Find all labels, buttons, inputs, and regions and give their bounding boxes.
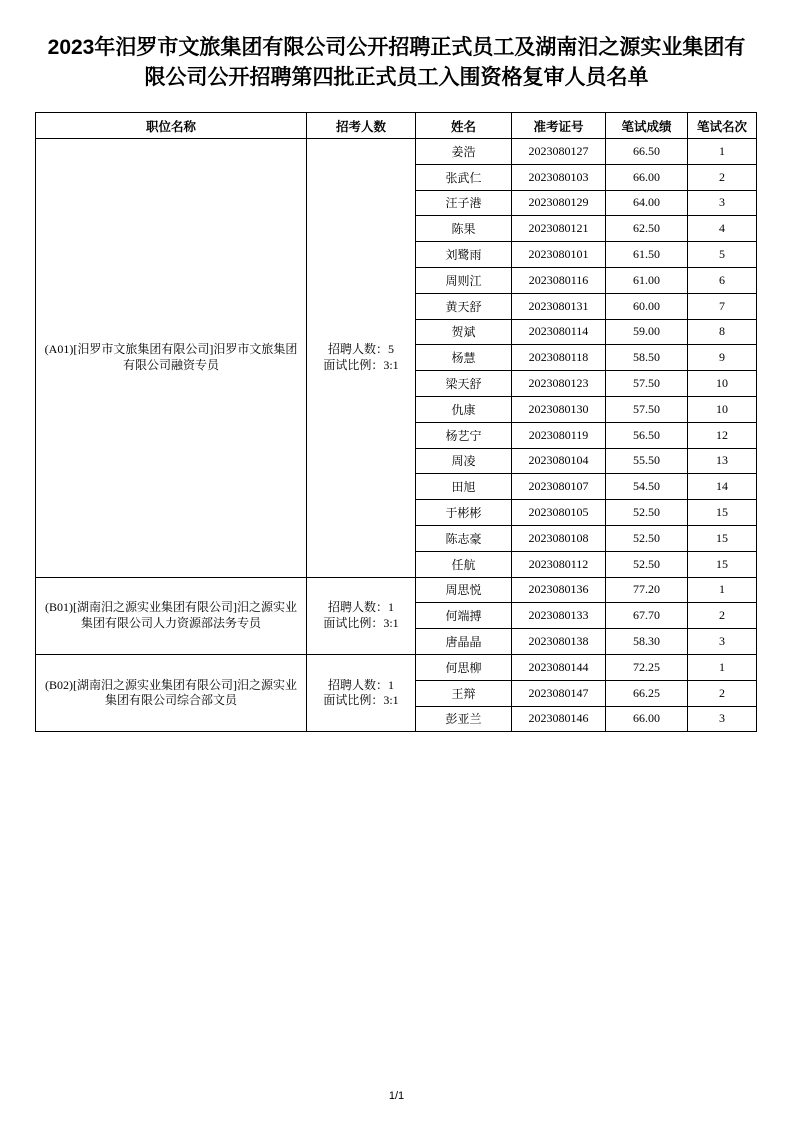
written-rank: 8 [688, 320, 757, 346]
position-group-b02 [36, 655, 757, 732]
table-row [416, 294, 757, 320]
written-score: 77.20 [606, 578, 688, 604]
position-name-line: 集团有限公司综合部文员 [104, 693, 237, 708]
exam-id: 2023080144 [512, 655, 606, 681]
written-score: 59.00 [606, 320, 688, 346]
exam-id: 2023080112 [512, 552, 606, 578]
table-row [416, 139, 757, 165]
written-rank: 3 [688, 707, 757, 733]
table-row [416, 552, 757, 578]
written-score: 52.50 [606, 526, 688, 552]
table-row [416, 707, 757, 733]
position-name-line: (B02)[湖南汨之源实业集团有限公司]汨之源实业 [45, 677, 297, 692]
written-score: 61.00 [606, 268, 688, 294]
quota-cell [307, 655, 416, 732]
exam-id: 2023080104 [512, 449, 606, 475]
header-exam-id: 准考证号 [512, 113, 606, 139]
position-name-line: (A01)[汨罗市文旅集团有限公司]汨罗市文旅集团 [44, 342, 298, 357]
candidate-name: 何端搏 [416, 603, 512, 629]
written-rank: 4 [688, 216, 757, 242]
written-score: 57.50 [606, 371, 688, 397]
exam-id: 2023080105 [512, 500, 606, 526]
header-score: 笔试成绩 [606, 113, 688, 139]
header-name: 姓名 [416, 113, 512, 139]
title-line-2: 限公司公开招聘第四批正式员工入围资格复审人员名单 [144, 66, 649, 89]
position-name-cell [36, 578, 307, 655]
exam-id: 2023080108 [512, 526, 606, 552]
table-row [416, 268, 757, 294]
candidate-rows [416, 139, 757, 578]
written-score: 67.70 [606, 603, 688, 629]
header-rank: 笔试名次 [688, 113, 757, 139]
written-rank: 15 [688, 552, 757, 578]
written-rank: 2 [688, 165, 757, 191]
candidate-name: 陈志豪 [416, 526, 512, 552]
quota-count: 招聘人数：5 [327, 342, 394, 357]
candidate-table [35, 112, 757, 732]
written-score: 55.50 [606, 449, 688, 475]
position-group-a01 [36, 139, 757, 578]
table-row [416, 345, 757, 371]
table-row [416, 474, 757, 500]
candidate-name: 周凌 [416, 449, 512, 475]
candidate-name: 汪子港 [416, 191, 512, 217]
quota-count: 招聘人数：1 [327, 677, 394, 692]
candidate-name: 仇康 [416, 397, 512, 423]
written-score: 66.00 [606, 707, 688, 733]
table-row [416, 371, 757, 397]
exam-id: 2023080101 [512, 242, 606, 268]
candidate-rows [416, 655, 757, 732]
table-row [416, 423, 757, 449]
candidate-name: 唐晶晶 [416, 629, 512, 655]
written-rank: 2 [688, 603, 757, 629]
candidate-name: 姜浩 [416, 139, 512, 165]
candidate-name: 张武仁 [416, 165, 512, 191]
exam-id: 2023080118 [512, 345, 606, 371]
written-rank: 7 [688, 294, 757, 320]
exam-id: 2023080129 [512, 191, 606, 217]
interview-ratio: 面试比例：3:1 [323, 693, 399, 708]
candidate-name: 王辩 [416, 681, 512, 707]
written-rank: 15 [688, 526, 757, 552]
exam-id: 2023080130 [512, 397, 606, 423]
written-rank: 12 [688, 423, 757, 449]
exam-id: 2023080121 [512, 216, 606, 242]
interview-ratio: 面试比例：3:1 [323, 615, 399, 630]
table-row [416, 191, 757, 217]
table-row [416, 397, 757, 423]
written-score: 58.50 [606, 345, 688, 371]
exam-id: 2023080103 [512, 165, 606, 191]
quota-cell [307, 578, 416, 655]
position-name-line: 集团有限公司人力资源部法务专员 [80, 615, 261, 630]
written-rank: 2 [688, 681, 757, 707]
written-score: 56.50 [606, 423, 688, 449]
candidate-name: 梁天舒 [416, 371, 512, 397]
table-row [416, 500, 757, 526]
written-score: 58.30 [606, 629, 688, 655]
table-row [416, 165, 757, 191]
table-row [416, 603, 757, 629]
table-row [416, 216, 757, 242]
candidate-name: 黄天舒 [416, 294, 512, 320]
table-row [416, 449, 757, 475]
candidate-rows [416, 578, 757, 655]
header-position: 职位名称 [36, 113, 307, 139]
written-rank: 1 [688, 139, 757, 165]
page-number: 1/1 [388, 1090, 405, 1102]
candidate-name: 何思柳 [416, 655, 512, 681]
written-rank: 15 [688, 500, 757, 526]
candidate-name: 任航 [416, 552, 512, 578]
table-row [416, 629, 757, 655]
written-rank: 3 [688, 629, 757, 655]
written-score: 66.00 [606, 165, 688, 191]
written-score: 54.50 [606, 474, 688, 500]
exam-id: 2023080116 [512, 268, 606, 294]
written-rank: 14 [688, 474, 757, 500]
position-name-line: (B01)[湖南汨之源实业集团有限公司]汨之源实业 [45, 600, 297, 615]
exam-id: 2023080127 [512, 139, 606, 165]
position-name-line: 有限公司融资专员 [122, 357, 219, 372]
header-quota: 招考人数 [307, 113, 416, 139]
interview-ratio: 面试比例：3:1 [323, 357, 399, 372]
position-group-b01 [36, 578, 757, 655]
candidate-name: 彭亚兰 [416, 707, 512, 733]
candidate-name: 杨慧 [416, 345, 512, 371]
quota-cell [307, 139, 416, 578]
written-score: 72.25 [606, 655, 688, 681]
exam-id: 2023080107 [512, 474, 606, 500]
exam-id: 2023080138 [512, 629, 606, 655]
table-row [416, 578, 757, 604]
exam-id: 2023080147 [512, 681, 606, 707]
table-row [416, 681, 757, 707]
table-row [416, 655, 757, 681]
position-name-cell [36, 139, 307, 578]
written-score: 57.50 [606, 397, 688, 423]
written-rank: 1 [688, 655, 757, 681]
written-rank: 6 [688, 268, 757, 294]
exam-id: 2023080119 [512, 423, 606, 449]
title-line-1: 2023年汨罗市文旅集团有限公司公开招聘正式员工及湖南汨之源实业集团有 [47, 36, 746, 59]
written-score: 64.00 [606, 191, 688, 217]
candidate-name: 周思悦 [416, 578, 512, 604]
candidate-name: 陈果 [416, 216, 512, 242]
exam-id: 2023080131 [512, 294, 606, 320]
candidate-name: 周则江 [416, 268, 512, 294]
written-rank: 13 [688, 449, 757, 475]
written-rank: 10 [688, 371, 757, 397]
document-title [0, 33, 793, 93]
candidate-name: 杨艺宁 [416, 423, 512, 449]
table-row [416, 242, 757, 268]
written-score: 52.50 [606, 500, 688, 526]
written-score: 52.50 [606, 552, 688, 578]
exam-id: 2023080136 [512, 578, 606, 604]
exam-id: 2023080146 [512, 707, 606, 733]
candidate-name: 刘鹭雨 [416, 242, 512, 268]
table-row [416, 526, 757, 552]
exam-id: 2023080133 [512, 603, 606, 629]
written-rank: 1 [688, 578, 757, 604]
candidate-name: 于彬彬 [416, 500, 512, 526]
candidate-name: 田旭 [416, 474, 512, 500]
written-rank: 5 [688, 242, 757, 268]
written-score: 66.25 [606, 681, 688, 707]
table-header-row [36, 113, 757, 139]
written-score: 62.50 [606, 216, 688, 242]
written-rank: 9 [688, 345, 757, 371]
written-rank: 10 [688, 397, 757, 423]
exam-id: 2023080114 [512, 320, 606, 346]
position-name-cell [36, 655, 307, 732]
candidate-name: 贺斌 [416, 320, 512, 346]
quota-count: 招聘人数：1 [327, 600, 394, 615]
table-row [416, 320, 757, 346]
written-score: 60.00 [606, 294, 688, 320]
written-rank: 3 [688, 191, 757, 217]
exam-id: 2023080123 [512, 371, 606, 397]
written-score: 61.50 [606, 242, 688, 268]
written-score: 66.50 [606, 139, 688, 165]
